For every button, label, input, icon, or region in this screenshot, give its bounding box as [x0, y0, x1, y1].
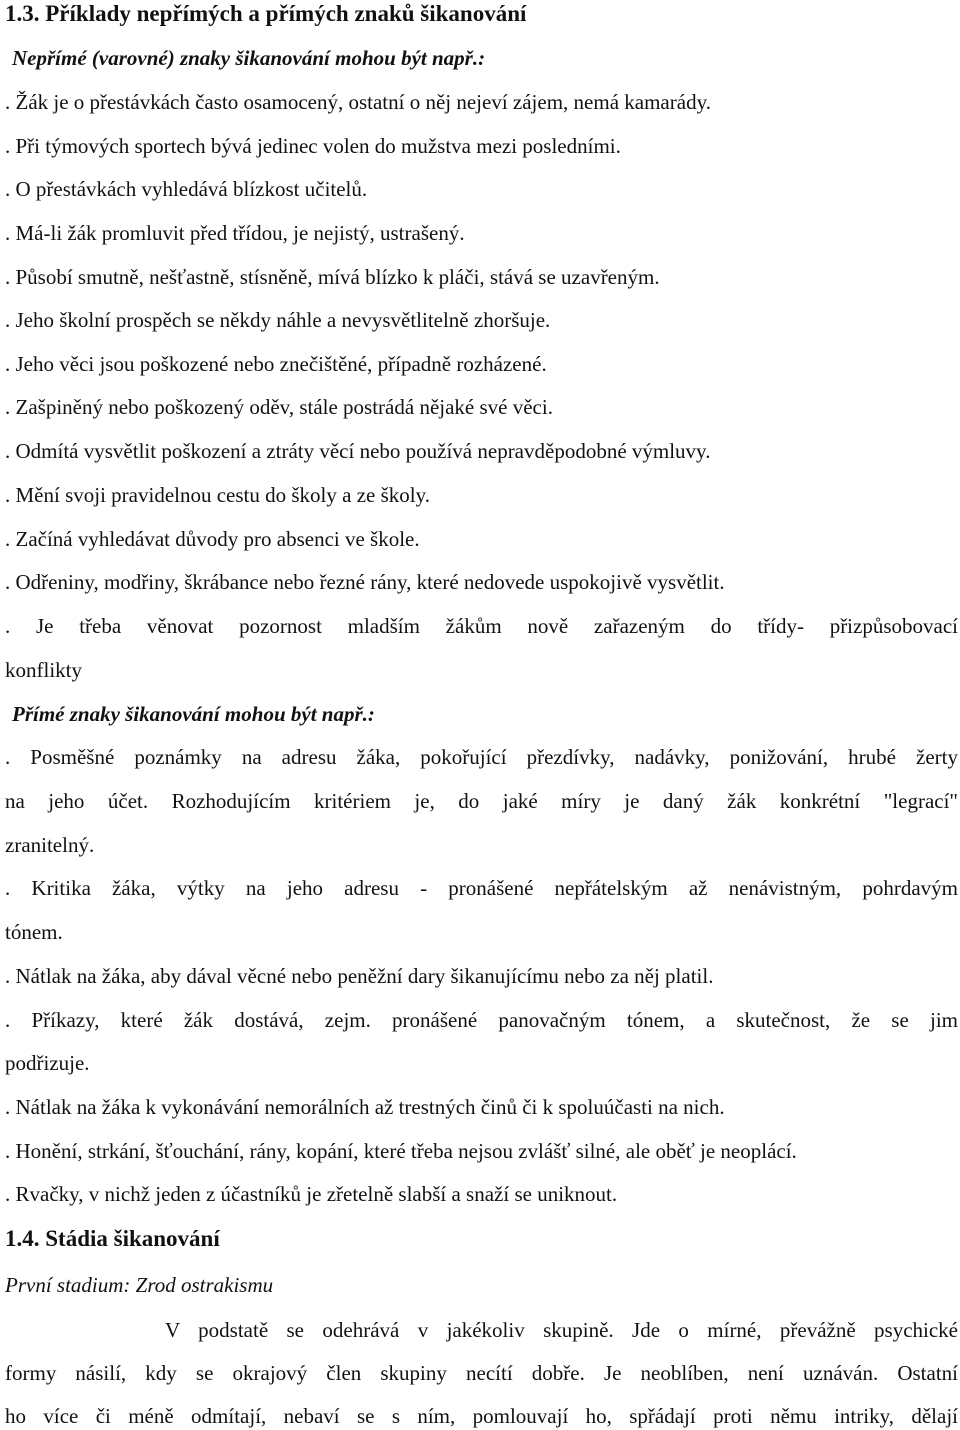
indirect-item: . Mění svoji pravidelnou cestu do školy a ze školy. — [5, 483, 430, 507]
stage-paragraph-line: V podstatě se odehrává v jakékoliv skupině. Jde o mírné, převážně psychické — [165, 1318, 958, 1342]
direct-item: tónem. — [5, 920, 63, 944]
stage-title: První stadium: Zrod ostrakismu — [5, 1273, 274, 1297]
indirect-item: . Žák je o přestávkách často osamocený, ostatní o něj nejeví zájem, nemá kamarády. — [5, 90, 711, 114]
stage-paragraph-line: formy násilí, kdy se okrajový člen skupiny necítí dobře. Je neoblíben, není uznáván. Ostatní — [5, 1361, 958, 1385]
indirect-item: . Jeho školní prospěch se někdy náhle a nevysvětlitelně zhoršuje. — [5, 308, 551, 332]
heading-1-4: 1.4. Stádia šikanování — [5, 1226, 220, 1251]
direct-item: na jeho účet. Rozhodujícím kritériem je, do jaké míry je daný žák konkrétní "legrací" — [5, 789, 958, 813]
direct-item: . Rvačky, v nichž jeden z účastníků je zřetelně slabší a snaží se uniknout. — [5, 1182, 618, 1206]
stage-paragraph-line: ho více či méně odmítají, nebaví se s ním, pomlouvají ho, spřádají proti němu intriky, dělají — [5, 1404, 958, 1428]
indirect-item: . Zašpiněný nebo poškozený oděv, stále postrádá nějaké své věci. — [5, 395, 553, 419]
direct-item: . Nátlak na žáka, aby dával věcné nebo peněžní dary šikanujícímu nebo za něj platil. — [5, 964, 714, 988]
direct-signs-title: Přímé znaky šikanování mohou být např.: — [12, 702, 375, 726]
indirect-item: . Začíná vyhledávat důvody pro absenci ve škole. — [5, 527, 420, 551]
direct-item: . Kritika žáka, výtky na jeho adresu - pronášené nepřátelským až nenávistným, pohrdavým — [5, 876, 958, 900]
indirect-signs-title: Nepřímé (varovné) znaky šikanování mohou být např.: — [12, 46, 486, 70]
indirect-item: . Odřeniny, modřiny, škrábance nebo řezné rány, které nedovede uspokojivě vysvětlit. — [5, 570, 725, 594]
direct-item: podřizuje. — [5, 1051, 90, 1075]
indirect-item: . Při týmových sportech bývá jedinec volen do mužstva mezi posledními. — [5, 134, 621, 158]
heading-1-3: 1.3. Příklady nepřímých a přímých znaků šikanování — [5, 1, 527, 26]
direct-item: . Příkazy, které žák dostává, zejm. pronášené panovačným tónem, a skutečnost, že se jim — [5, 1008, 958, 1032]
direct-item: zranitelný. — [5, 833, 95, 857]
indirect-item: . Působí smutně, nešťastně, stísněně, mívá blízko k pláči, stává se uzavřeným. — [5, 265, 660, 289]
direct-item: . Posměšné poznámky na adresu žáka, pokořující přezdívky, nadávky, ponižování, hrubé žerty — [5, 745, 958, 769]
direct-item: . Honění, strkání, šťouchání, rány, kopání, které třeba nejsou zvlášť silné, ale oběť je neoplácí. — [5, 1139, 797, 1163]
indirect-item: konflikty — [5, 658, 82, 682]
indirect-item: . Je třeba věnovat pozornost mladším žákům nově zařazeným do třídy- přizpůsobovací — [5, 614, 958, 638]
indirect-item: . Odmítá vysvětlit poškození a ztráty věcí nebo používá nepravděpodobné výmluvy. — [5, 439, 711, 463]
indirect-item: . O přestávkách vyhledává blízkost učitelů. — [5, 177, 368, 201]
indirect-item: . Má-li žák promluvit před třídou, je nejistý, ustrašený. — [5, 221, 465, 245]
indirect-item: . Jeho věci jsou poškozené nebo znečištěné, případně rozházené. — [5, 352, 547, 376]
direct-item: . Nátlak na žáka k vykonávání nemorálních až trestných činů či k spoluúčasti na nich. — [5, 1095, 725, 1119]
